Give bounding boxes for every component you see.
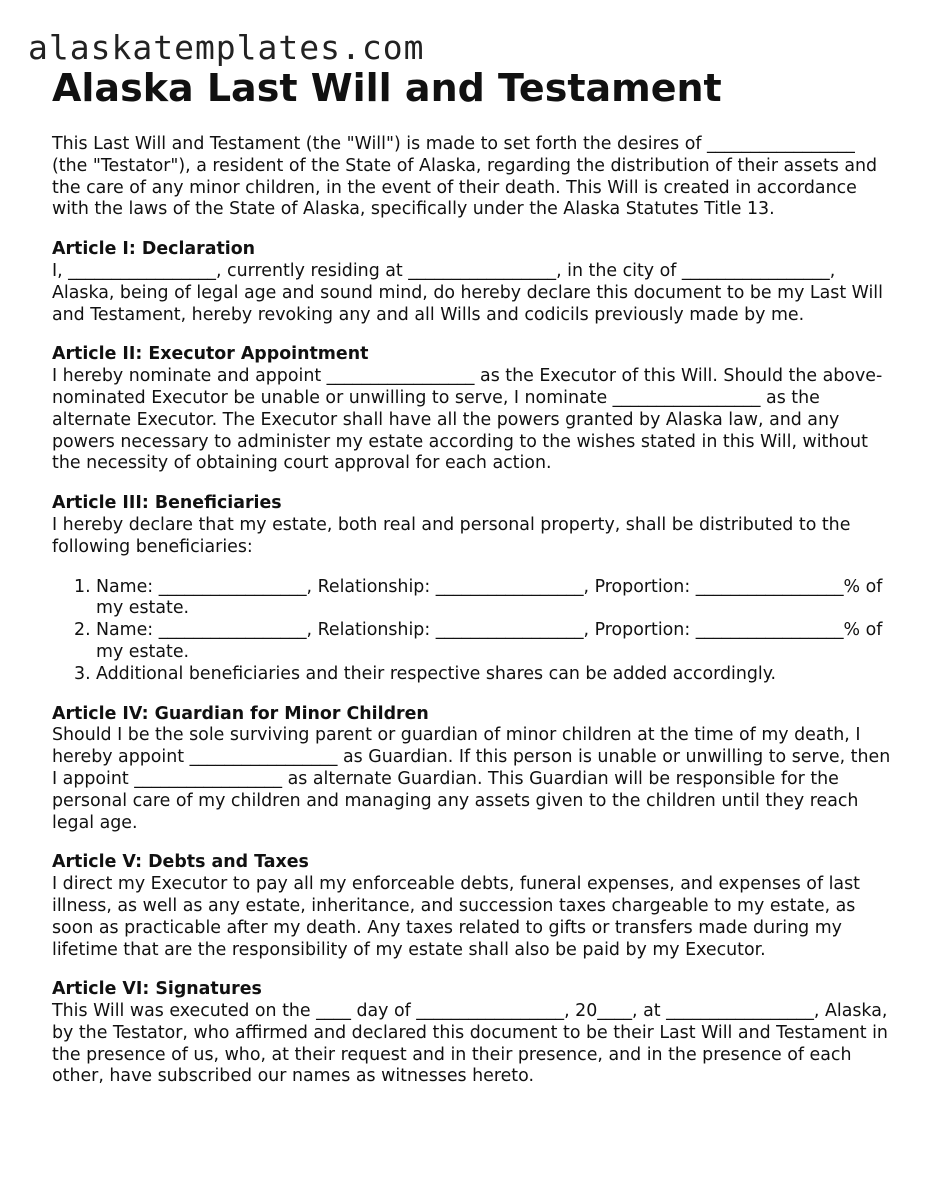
article-heading: Article V: Debts and Taxes xyxy=(52,852,309,873)
article-body: Should I be the sole surviving parent or guardian of minor children at the time of my death, I hereby appoint _________________ as Guardian. If this person is unable or unwilling to serve, then I appoint _________________ as alternate Guardian. This Guardian will be responsible for the personal care of my children and managing any assets given to the children until they reach legal age. xyxy=(52,725,891,833)
list-item xyxy=(74,663,892,686)
article-heading: Article IV: Guardian for Minor Children xyxy=(52,703,429,724)
article-beneficiaries xyxy=(52,493,892,685)
article-body: I direct my Executor to pay all my enforceable debts, funeral expenses, and expenses of last illness, as well as any estate, inheritance, and succession taxes chargeable to my estate, as soon as practicable after my death. Any taxes related to gifts or transfers made during my lifetime that are the responsibility of my estate shall also be paid by my Executor. xyxy=(52,874,860,960)
beneficiary-list xyxy=(74,576,892,686)
article-body: This Will was executed on the ____ day of _________________, 20____, at _________________, Alaska, by the Testator, who affirmed and declared this document to be their Last Will and Testament in the presence of us, who, at their request and in their presence, and in the presence of each other, have subscribed our names as witnesses hereto. xyxy=(52,1001,888,1087)
article-heading: Article I: Declaration xyxy=(52,239,256,260)
article-heading: Article II: Executor Appointment xyxy=(52,344,369,365)
article-body: I, _________________, currently residing at _________________, in the city of _________________, Alaska, being of legal age and sound mind, do hereby declare this document to be my Last Will and Testament, hereby revoking any and all Wills and codicils previously made by me. xyxy=(52,260,883,325)
intro-paragraph: This Last Will and Testament (the "Will") is made to set forth the desires of _________________ (the "Testator"), a resident of the State of Alaska, regarding the distribution of their assets and the care of any minor children, in the event of their death. This Will is created in accordance with the laws of the State of Alaska, specifically under the Alaska Statutes Title 13. xyxy=(52,134,878,220)
list-item-text: Name: _________________, Relationship: _________________, Proportion: _________________% of my estate. xyxy=(96,576,883,619)
article-guardian xyxy=(52,704,892,835)
list-number: 3. xyxy=(74,663,91,684)
site-watermark: alaskatemplates.com xyxy=(28,28,425,67)
article-body: I hereby nominate and appoint _________________ as the Executor of this Will. Should the above-nominated Executor be unable or unwilling to serve, I nominate _________________ as the alternate Executor. The Executor shall have all the powers granted by Alaska law, and any powers necessary to administer my estate according to the wishes stated in this Will, without the necessity of obtaining court approval for each action. xyxy=(52,366,883,474)
list-item-text: Name: _________________, Relationship: _________________, Proportion: _________________% of my estate. xyxy=(96,620,883,662)
list-number: 2. xyxy=(74,620,91,641)
will-document xyxy=(52,64,892,1106)
list-item xyxy=(74,620,892,664)
article-heading: Article III: Beneficiaries xyxy=(52,493,282,514)
article-signatures xyxy=(52,979,892,1088)
list-item-text: Additional beneficiaries and their respective shares can be added accordingly. xyxy=(96,663,777,684)
list-item xyxy=(74,576,892,621)
article-heading: Article VI: Signatures xyxy=(52,979,262,1000)
article-declaration xyxy=(52,239,892,326)
article-debts-taxes xyxy=(52,852,892,961)
list-number: 1. xyxy=(74,576,91,597)
article-body: I hereby declare that my estate, both real and personal property, shall be distributed to the following beneficiaries: xyxy=(52,514,851,557)
article-executor xyxy=(52,344,892,475)
document-title: Alaska Last Will and Testament xyxy=(52,66,722,110)
